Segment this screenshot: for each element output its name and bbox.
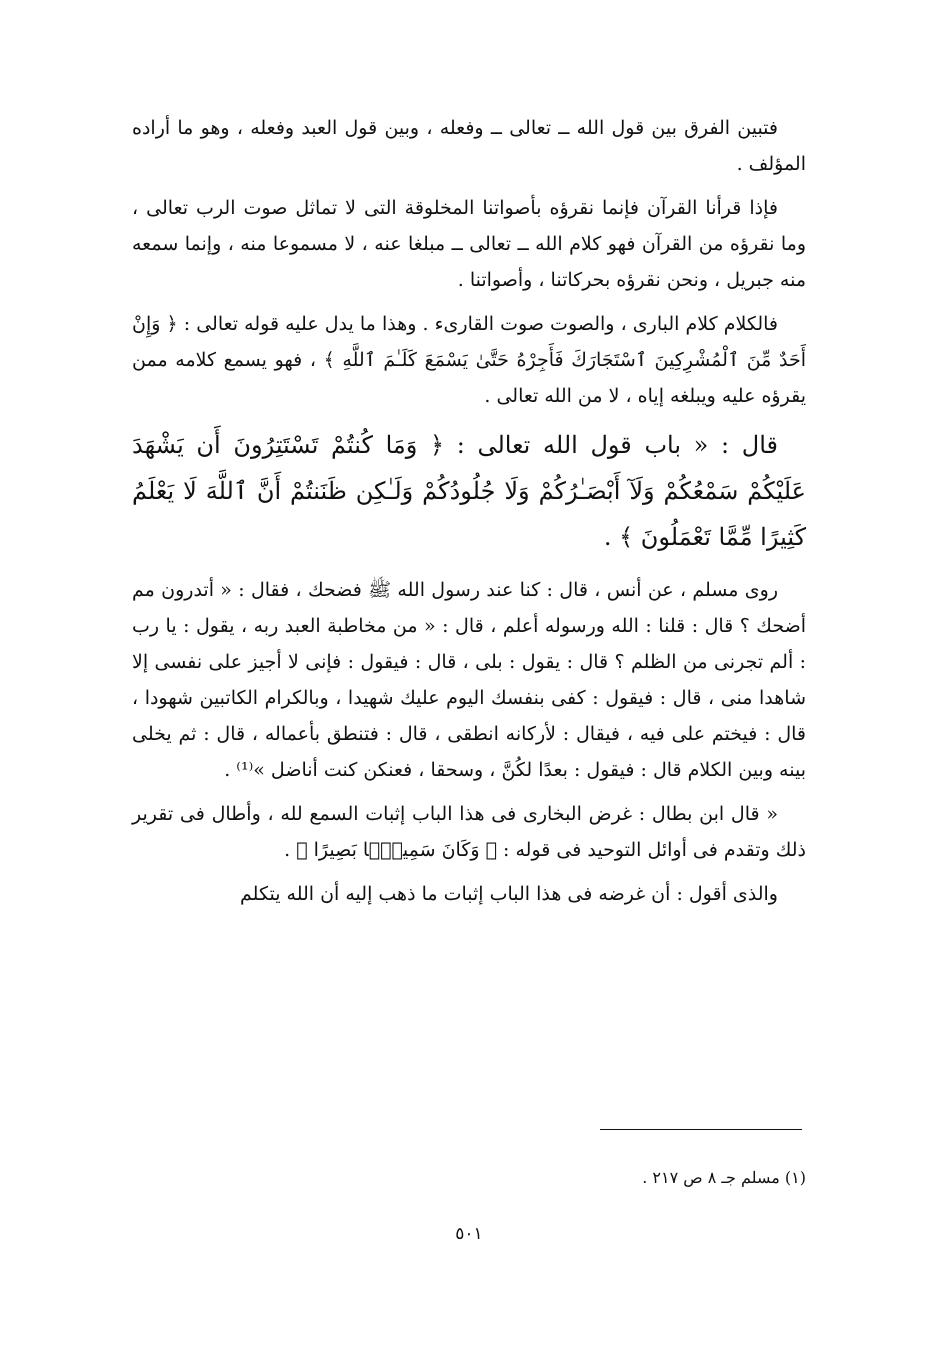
paragraph-author-view: والذى أقول : أن غرضه فى هذا الباب إثبات ما ذهب إليه أن الله يتكلم	[240, 883, 778, 905]
paragraph-chapter-verse: قال : « باب قول الله تعالى : ﴿ وَمَا كُنتُمْ تَسْتَتِرُونَ أَن يَشْهَدَ عَلَيْكُمْ سَمْعُكُمْ وَلَآ أَبْصَـٰرُكُمْ وَلَا جُلُودُكُمْ وَلَـٰكِن ظَنَنتُمْ أَنَّ ٱللَّهَ لَا يَعْلَمُ كَثِيرًا مِّمَّا تَعْمَلُونَ ﴾ .	[132, 431, 806, 551]
paragraph-difference: فتبين الفرق بين قول الله ــ تعالى ــ وفعله ، وبين قول العبد وفعله ، وهو ما أراده المؤلف .	[132, 117, 806, 175]
footnote-divider	[600, 1129, 802, 1130]
paragraph-recitation: فإذا قرأنا القرآن فإنما نقرؤه بأصواتنا المخلوقة التى لا تماثل صوت الرب تعالى ، وما نقرؤه من القرآن فهو كلام الله ــ تعالى ــ مبلغا عنه ، لا مسموعا منه ، وإنما سمعه منه جبريل ، ونحن نقرؤه بحركاتنا ، وأصواتنا .	[132, 197, 806, 291]
paragraph-ibn-battal: « قال ابن بطال : غرض البخارى فى هذا الباب إثبات السمع لله ، وأطال فى تقرير ذلك وتقدم فى أوائل التوحيد فى قوله : ﴿ وَكَانَ سَمِيعًۢا بَصِيرًا ﴾ .	[132, 803, 806, 861]
main-text	[132, 110, 806, 920]
footnote: (١) مسلم جـ ٨ ص ٢١٧ .	[642, 1168, 806, 1187]
page-number: ٥٠١	[455, 1224, 483, 1244]
paragraph-speech-voice: فالكلام كلام البارى ، والصوت صوت القارىء . وهذا ما يدل عليه قوله تعالى : ﴿ وَإِنْ أَحَدٌ مِّنَ ٱلْمُشْرِكِينَ ٱسْتَجَارَكَ فَأَجِرْهُ حَتَّىٰ يَسْمَعَ كَلَـٰمَ ٱللَّهِ ﴾ ، فهو يسمع كلامه ممن يقرؤه عليه ويبلغه إياه ، لا من الله تعالى .	[132, 313, 806, 407]
paragraph-hadith: روى مسلم ، عن أنس ، قال : كنا عند رسول الله ﷺ فضحك ، فقال : « أتدرون مم أضحك ؟ قال : قلنا : الله ورسوله أعلم ، قال : « من مخاطبة العبد ربه ، يقول : يا رب : ألم تجرنى من الظلم ؟ قال : يقول : بلى ، قال : فيقول : فإنى لا أجيز على نفسى إلا شاهدا منى ، قال : فيقول : كفى بنفسك اليوم عليك شهيدا ، وبالكرام الكاتبين شهودا ، قال : فيختم على فيه ، فيقال : لأركانه انطقى ، قال : فتنطق بأعماله ، قال : ثم يخلى بينه وبين الكلام قال : فيقول : بعدًا لكُنَّ ، وسحقا ، فعنكن كنت أناضل »⁽¹⁾ .	[132, 579, 806, 781]
